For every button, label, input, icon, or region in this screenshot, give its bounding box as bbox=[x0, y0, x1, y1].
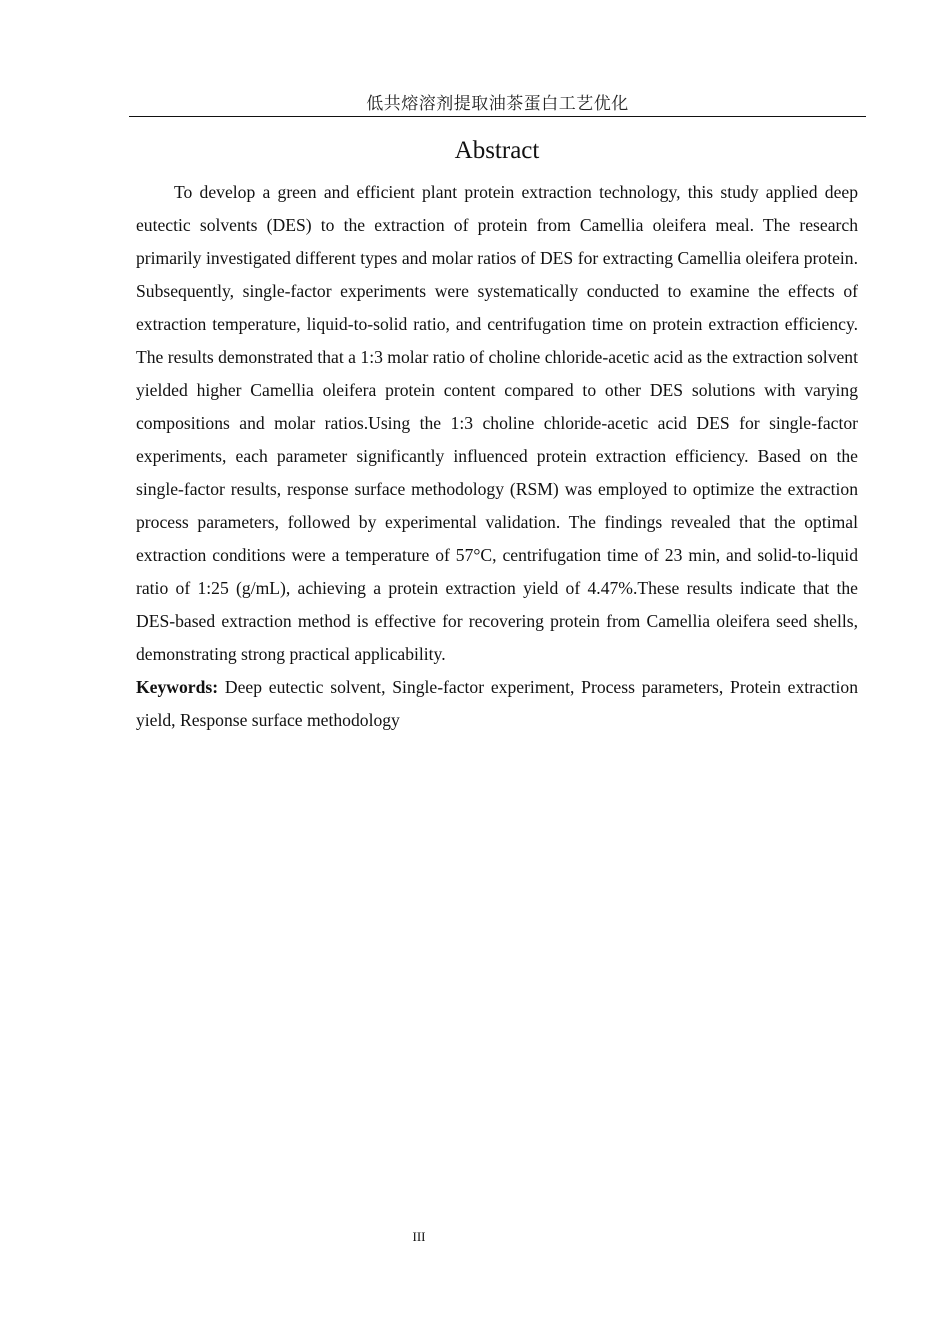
running-header-title: 低共熔溶剂提取油茶蛋白工艺优化 bbox=[366, 94, 629, 114]
keywords-text: Deep eutectic solvent, Single-factor experiment, Process parameters, Protein extraction yield, Response surface methodology bbox=[136, 677, 858, 730]
abstract-body bbox=[136, 176, 858, 737]
keywords-label: Keywords: bbox=[136, 677, 219, 697]
page-number: III bbox=[412, 1229, 426, 1244]
abstract-title: Abstract bbox=[454, 137, 540, 164]
abstract-paragraph: To develop a green and efficient plant protein extraction technology, this study applied deep eutectic solvents (DES) to the extraction of protein from Camellia oleifera meal. The research primarily investigated different types and molar ratios of DES for extracting Camellia oleifera protein. Subsequently, single-factor experiments were systematically conducted to examine the effects of extraction temperature, liquid-to-solid ratio, and centrifugation time on protein extraction efficiency. The results demonstrated that a 1:3 molar ratio of choline chloride-acetic acid as the extraction solvent yielded higher Camellia oleifera protein content compared to other DES solutions with varying compositions and molar ratios.Using the 1:3 choline chloride-acetic acid DES for single-factor experiments, each parameter significantly influenced protein extraction efficiency. Based on the single-factor results, response surface methodology (RSM) was employed to optimize the extraction process parameters, followed by experimental validation. The findings revealed that the optimal extraction conditions were a temperature of 57°C, centrifugation time of 23 min, and solid-to-liquid ratio of 1:25 (g/mL), achieving a protein extraction yield of 4.47%.These results indicate that the DES-based extraction method is effective for recovering protein from Camellia oleifera seed shells, demonstrating strong practical applicability. bbox=[136, 182, 858, 664]
keywords-paragraph bbox=[136, 671, 858, 737]
header-divider bbox=[129, 116, 866, 117]
